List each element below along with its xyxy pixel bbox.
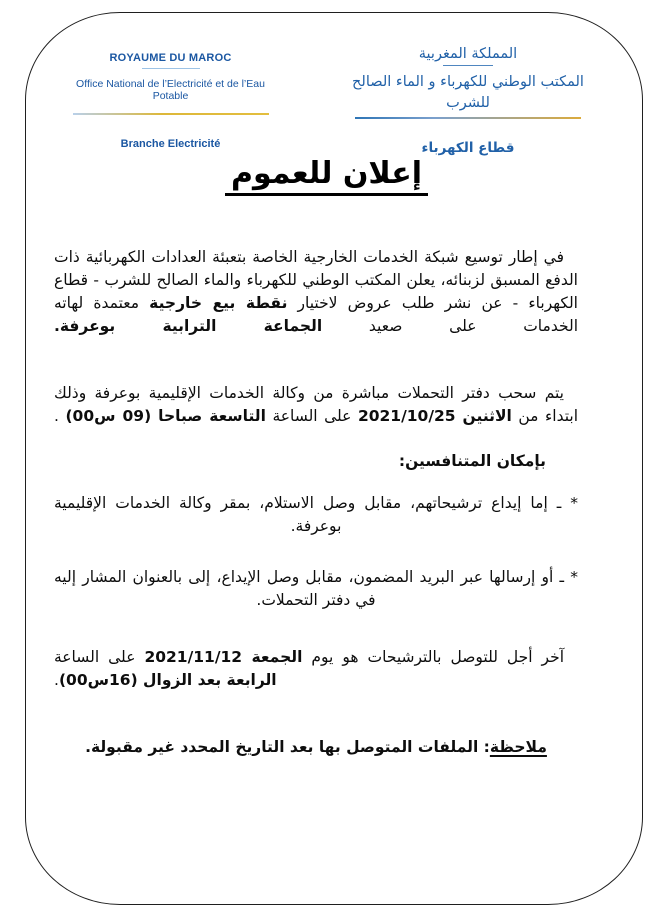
- short-rule-right: [443, 65, 493, 66]
- header-french: [68, 52, 273, 150]
- paragraph-deadline: آخر أجل للتوصل بالترشيحات هو يوم الجمعة 2021/11/12 على الساعة الرابعة بعد الزوال (16س00).: [54, 648, 564, 689]
- kingdom-name-ar: المملكة المغربية: [418, 46, 518, 62]
- paragraph-intro: في إطار توسيع شبكة الخدمات الخارجية الخاصة بتعبئة العدادات الكهربائية ذات الدفع المسبق لزبنائه، يعلن المكتب الوطني للكهرباء والماء الصالح للشرب - قطاع الكهرباء - عن نشر طلب عروض لاختيار نقطة بيع خارجية معتمدة لهاته الخدمات على صعيد الجماعة الترابية بوعرفة.: [54, 248, 578, 335]
- branch-name-ar: قطاع الكهرباء: [421, 140, 515, 156]
- competitors-heading: بإمكان المتنافسين:: [398, 452, 546, 470]
- gradient-rule-right: [355, 117, 581, 119]
- page-title: إعلان للعموم: [225, 157, 428, 196]
- option-mail: * ـ أو إرسالها عبر البريد المضمون، مقابل وصل الإيداع، إلى بالعنوان المشار إليه في دفتر التحملات.: [54, 568, 578, 609]
- kingdom-name-fr: ROYAUME DU MAROC: [109, 52, 232, 64]
- office-name-ar: المكتب الوطني للكهرباء و الماء الصالح للشرب: [352, 74, 584, 111]
- gradient-rule-left: [73, 113, 269, 115]
- header-arabic: [352, 46, 584, 156]
- short-rule-left: [142, 68, 200, 69]
- page-title-wrap: [0, 157, 653, 196]
- branch-name-fr: Branche Electricité: [120, 138, 221, 150]
- paragraph-withdrawal: يتم سحب دفتر التحملات مباشرة من وكالة الخدمات الإقليمية بوعرفة وذلك ابتداء من الاثنين 2021/10/25 على الساعة التاسعة صباحا (09 س00) .: [54, 384, 579, 425]
- note-line: ملاحظة: الملفات المتوصل بها بعد التاريخ المحدد غير مقبولة.: [85, 738, 547, 756]
- office-name-fr: Office National de l’Electricité et de l’Eau Potable: [76, 78, 265, 102]
- option-deposit: * ـ إما إيداع ترشيحاتهم، مقابل وصل الاستلام، بمقر وكالة الخدمات الإقليمية بوعرفة.: [54, 494, 578, 535]
